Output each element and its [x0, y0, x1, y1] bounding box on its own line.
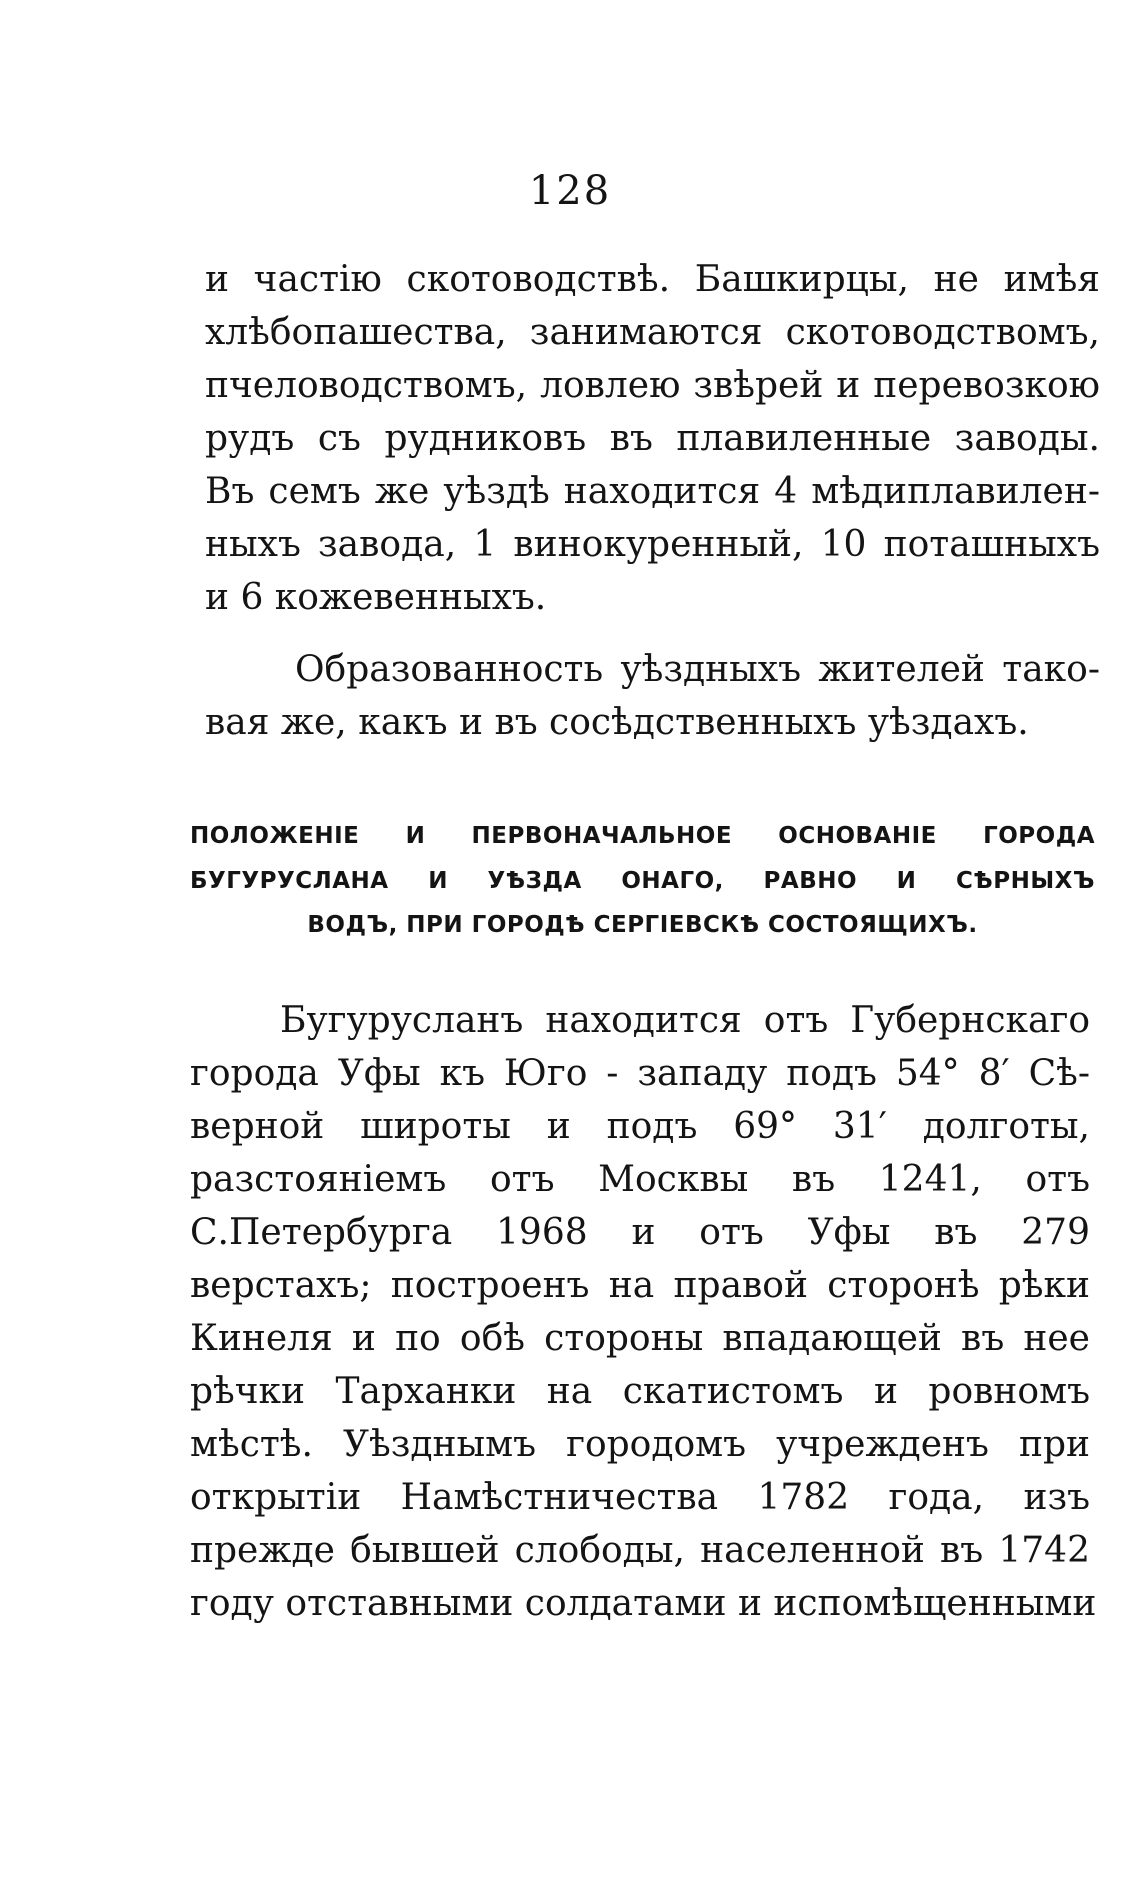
- paragraph-1-line: пчеловодствомъ, ловлею звѣрей и перевозкою: [205, 365, 1100, 406]
- paragraph-1-line: Въ семъ же уѣздѣ находится 4 мѣдиплавилен-: [205, 471, 1100, 512]
- paragraph-3-line: верстахъ; построенъ на правой сторонѣ рѣки: [190, 1265, 1090, 1306]
- paragraph-1-line: и 6 кожевенныхъ.: [205, 577, 547, 618]
- section-heading-line: БУГУРУСЛАНА И УѢЗДА ОНАГО, РАВНО И СѢРНЫХЪ: [190, 868, 1095, 894]
- paragraph-3-line: рѣчки Тарханки на скатистомъ и ровномъ: [190, 1371, 1090, 1412]
- paragraph-2-line: Образованность уѣздныхъ жителей тако-: [295, 649, 1100, 690]
- page-number: 128: [528, 168, 612, 214]
- paragraph-3-line: С.Петербурга 1968 и отъ Уфы въ 279: [190, 1212, 1090, 1253]
- paragraph-1-line: и частію скотоводствѣ. Башкирцы, не имѣя: [205, 259, 1100, 300]
- paragraph-3-line: верной широты и подъ 69° 31′ долготы,: [190, 1106, 1090, 1147]
- paragraph-3-line: города Уфы къ Юго - западу подъ 54° 8′ Сѣ-: [190, 1053, 1090, 1094]
- paragraph-3-line: мѣстѣ. Уѣзднымъ городомъ учрежденъ при: [190, 1424, 1090, 1465]
- paragraph-3-line: Бугурусланъ находится отъ Губернскаго: [280, 1000, 1090, 1041]
- paragraph-2-line: вая же, какъ и въ сосѣдственныхъ уѣздахъ.: [205, 702, 1029, 743]
- paragraph-3-line: году отставными солдатами и испомѣщенными: [190, 1583, 1097, 1624]
- paragraph-1-line: хлѣбопашества, занимаются скотоводствомъ,: [205, 312, 1100, 353]
- paragraph-1-line: рудъ съ рудниковъ въ плавиленные заводы.: [205, 418, 1100, 459]
- paragraph-1-line: ныхъ завода, 1 винокуренный, 10 поташныхъ: [205, 524, 1100, 565]
- paragraph-3-line: разстояніемъ отъ Москвы въ 1241, отъ: [190, 1159, 1090, 1200]
- paragraph-3-line: прежде бывшей слободы, населенной въ 1742: [190, 1530, 1090, 1571]
- section-heading-line: ВОДЪ, ПРИ ГОРОДѢ СЕРГІЕВСКѢ СОСТОЯЩИХЪ.: [307, 912, 978, 938]
- paragraph-3-line: открытіи Намѣстничества 1782 года, изъ: [190, 1477, 1090, 1518]
- paragraph-3-line: Кинеля и по обѣ стороны впадающей въ нее: [190, 1318, 1090, 1359]
- section-heading-line: ПОЛОЖЕНІЕ И ПЕРВОНАЧАЛЬНОЕ ОСНОВАНІЕ ГОРОДА: [190, 823, 1095, 849]
